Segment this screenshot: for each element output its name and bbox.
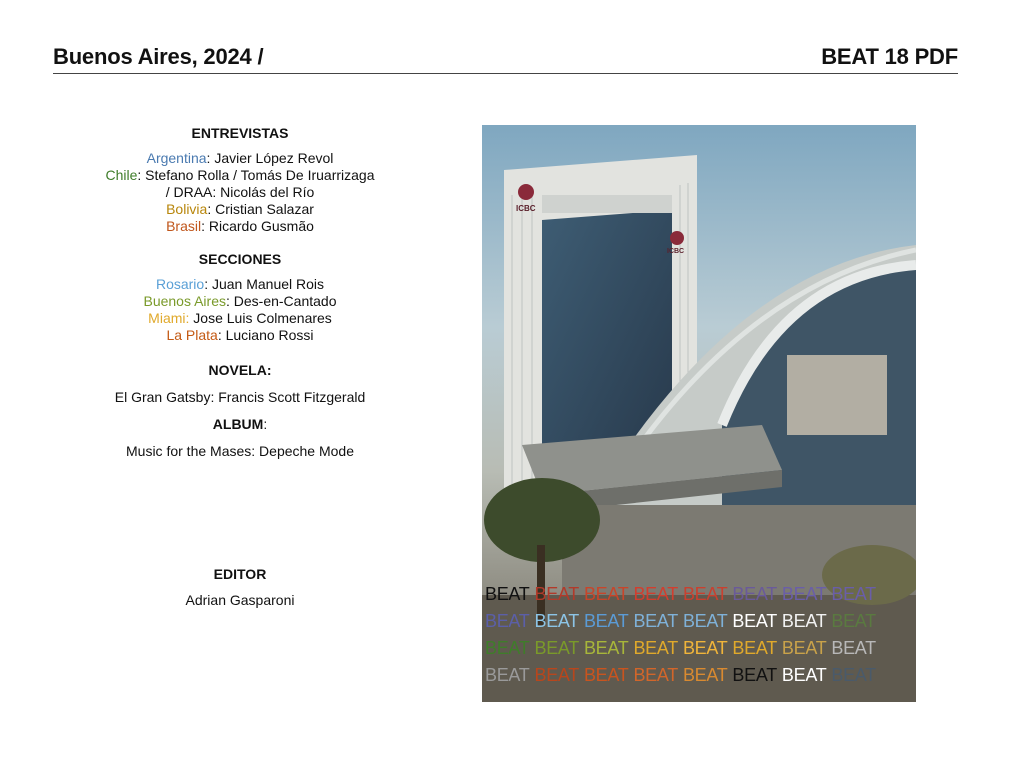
beat-word: BEAT [831, 665, 876, 685]
beat-word: BEAT [633, 584, 678, 604]
beat-word: BEAT [781, 611, 827, 631]
section-author: : Juan Manuel Rois [204, 276, 325, 292]
editor-title: EDITOR [213, 566, 267, 582]
seccion-line [90, 293, 390, 310]
beat-word: BEAT [534, 611, 579, 631]
header-location-date: Buenos Aires, 2024 / [53, 44, 264, 69]
beat-word: BEAT [485, 611, 530, 631]
seccion-line [90, 327, 390, 344]
country-label: Bolivia [166, 201, 208, 217]
cover-photo [482, 125, 916, 702]
beat-word: BEAT [633, 638, 678, 658]
beat-word: BEAT [485, 665, 530, 685]
beat-word: BEAT [831, 638, 876, 658]
beat-word: BEAT [583, 638, 629, 658]
section-author: : Luciano Rossi [217, 327, 314, 343]
beat-word: BEAT [682, 638, 728, 658]
country-label: Argentina [146, 150, 207, 166]
secciones-list [90, 276, 390, 344]
country-label: Brasil [166, 218, 202, 234]
album-heading [90, 416, 390, 433]
interviewee: : Cristian Salazar [207, 201, 314, 217]
interviewee: / DRAA: Nicolás del Río [165, 184, 315, 200]
beat-word: BEAT [633, 611, 678, 631]
beat-word: BEAT [831, 584, 876, 604]
beat-word: BEAT [682, 584, 728, 604]
album-text: Music for the Mases: Depeche Mode [126, 443, 354, 459]
seccion-line [90, 310, 390, 327]
city-label: Miami: [148, 310, 190, 326]
beat-word: BEAT [682, 611, 728, 631]
entrevistas-title: ENTREVISTAS [191, 125, 289, 141]
beat-word: BEAT [781, 584, 827, 604]
entrevistas-list [90, 150, 390, 235]
secciones-title: SECCIONES [198, 251, 282, 267]
interviewee: : Stefano Rolla / Tomás De Iruarrizaga [137, 167, 375, 183]
album-title: ALBUM [212, 416, 264, 432]
beat-word: BEAT [534, 584, 579, 604]
beat-word: BEAT [732, 611, 777, 631]
beat-word: BEAT [485, 638, 530, 658]
beat-row [485, 581, 915, 608]
beat-word: BEAT [583, 584, 629, 604]
credits-column [90, 125, 390, 609]
beat-word: BEAT [732, 665, 777, 685]
entrevista-line [90, 150, 390, 167]
city-label: Rosario [155, 276, 205, 292]
entrevista-line [90, 201, 390, 218]
building-sign-left: ICBC [516, 204, 536, 213]
building-sign-right: ICBC [667, 248, 685, 255]
beat-row [485, 608, 915, 635]
beat-word: BEAT [534, 665, 579, 685]
beat-word: BEAT [732, 584, 777, 604]
beat-word: BEAT [682, 665, 728, 685]
beat-word: BEAT [781, 638, 827, 658]
icbc-logo-right [670, 231, 684, 245]
beat-word: BEAT [831, 611, 876, 631]
header-publication-title: BEAT 18 PDF [821, 44, 958, 69]
country-label: Chile [105, 167, 138, 183]
entrevista-line [90, 218, 390, 235]
section-author: : Des-en-Cantado [225, 293, 337, 309]
page-header [53, 42, 958, 74]
beat-word: BEAT [781, 665, 827, 685]
city-label: La Plata [166, 327, 218, 343]
seccion-line [90, 276, 390, 293]
city-label: Buenos Aires [143, 293, 226, 309]
icbc-logo-left [518, 184, 534, 200]
beat-word: BEAT [485, 584, 530, 604]
beat-word: BEAT [633, 665, 678, 685]
interviewee: : Javier López Revol [206, 150, 334, 166]
editor-name: Adrian Gasparoni [185, 592, 295, 608]
section-author: Jose Luis Colmenares [189, 310, 332, 326]
novela-title: NOVELA: [208, 362, 272, 378]
interviewee: : Ricardo Gusmão [201, 218, 314, 234]
beat-word: BEAT [534, 638, 579, 658]
beat-word: BEAT [583, 665, 629, 685]
beat-row [485, 662, 915, 689]
beat-row [485, 635, 915, 662]
beat-word-grid [485, 581, 915, 689]
entrevista-line [90, 167, 390, 184]
album-colon: : [263, 416, 268, 432]
beat-word: BEAT [732, 638, 777, 658]
entrevista-line [90, 184, 390, 201]
beat-word: BEAT [583, 611, 629, 631]
novela-text: El Gran Gatsby: Francis Scott Fitzgerald [114, 389, 366, 405]
